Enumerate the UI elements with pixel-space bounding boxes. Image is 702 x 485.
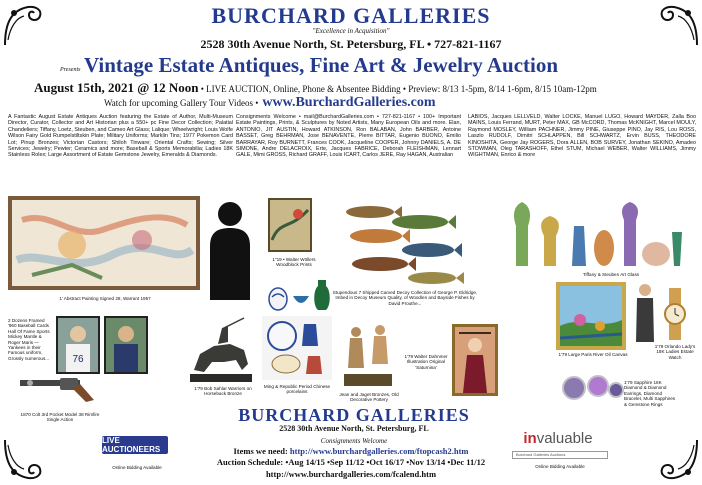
live-auctioneers-caption: Online Bidding Available <box>112 465 162 470</box>
small-bowl-photo <box>292 290 310 308</box>
chinese-porcelain-photo <box>262 316 332 380</box>
calendar-link[interactable]: http://www.burchardgalleries.com/fcalend.htm <box>265 469 437 479</box>
figure-silhouette <box>196 196 260 300</box>
bronze-pottery-photo <box>340 318 396 390</box>
illustration-painting-photo <box>452 324 498 396</box>
auction-dateline <box>34 80 674 96</box>
art-glass-caption: Tiffany & Steuben Art Glass <box>582 272 640 277</box>
corner-flourish-icon <box>654 437 700 483</box>
invaluable-caption: Online Bidding Available <box>535 464 585 469</box>
fish-decoys-photo <box>340 200 470 288</box>
invaluable-logo-prefix: in <box>523 430 537 447</box>
footer-consignments: Consignments Welcome <box>320 437 388 445</box>
illustration-caption: 1'79 Walter Dahnmer Illustration Original 'Saturnina' <box>404 354 448 370</box>
blue-vase-photo <box>268 283 288 311</box>
gallery-tagline: "Excellence in Acquisition" <box>312 27 390 35</box>
woodblock-caption: 1"19 • Walter Wöllers Woodblock Prints <box>272 257 316 268</box>
description-column-3: LABIOS, Jacques LELLVELD, Walter LOCKE, Manuel LUGO, Howard MAYDER, Zalla Boo MAINS, Louis Ferrand, MURT, Peter MAX, GB McCORD, Thomas McKNIGHT, Marcel MOULY, Raymond MOSLEY, William PACHNER, Jimmy PINE, Giuseppe PINO, Jay RIS, Lou ROSS, Laszlo RUDOLF, Dimitri SCHLAPPEN, Bill SCHWARTZ, Ervin BUSS, THEODORE KINOSHITA, George Jay ROGERS, Dora ALLEN, BOB SURVEY, Jonathan SEKINO, Amadeo STOWMAN, Oleg TARASHOFF, Ethel STUM, Michael WEBER, Walter WILLIAMS, Jimmy WIGHTMAN, Enrico & more <box>468 114 696 159</box>
presents-label: Presents <box>60 67 81 73</box>
fish-decoys-caption: Stupendous 7 Shipped Carved Decoy Collection of George P. Eldridge, Imbed in Decoy Museum Quality, of Woodlen and Bayside Fishes by David Prouthe... <box>332 290 478 306</box>
model-figure-photo <box>632 282 658 342</box>
footer-address: 2528 30th Avenue North, St. Petersburg, FL <box>279 424 429 433</box>
jewelry-caption: 1'79 Sapphire 18K Diamond & Diamond Earrings, Diamond Bracelet, Multi Sapphires & Gemstone Rings <box>624 380 676 407</box>
baseball-caption: 2 Dozens Framed '960 Baseball Cards Hall Of Fame Sports Mickey Mantle & Roger Maris — Yankees in their Famous uniform, Grossly numerous... <box>8 318 50 361</box>
bronze-pottery-caption: Jean and Jaget Bronzes, Old Decorative Pottery <box>339 392 399 403</box>
items-label: Items we need: <box>233 446 288 456</box>
description-column-2: Consignments Welcome • mail@BurchardGalleries.com • 727-821-1167 • 100+ Important Estate Paintings, Prints, & Sculptures by Noted Artists, Many European Oils and more. Elan, ANTONIO, JIT AUSTIN, Howard ATKINSON, Ron BALABAN, John BARBER, Antoine BASSET, Greg BEHRMAN, Jose BENAVENTE, Pierre BITTAR, Eugenio BUONO, Emilio BARRAYAR, Roy BURNETT, Frances COOK, Jacqueline COOPER, Johnny DANIELS, A. DE SIMONE, Andre DELACROIX, Erte, Jacques FABRICE, Deborah FLEISHMAN, Lennart GALE, Mimi GROSS, Richard GRAFF, Louis ICART, Carlos JERE, Ray HAGAN, Australian <box>236 114 461 159</box>
footer-items-line <box>150 446 552 456</box>
footer-brand: BURCHARD GALLERIES <box>238 405 470 425</box>
auction-date-detail: • LIVE AUCTION, Online, Phone & Absentee Bidding • Preview: 8/13 1-5pm, 8/14 1-6pm, 8/15 10am-12pm <box>198 84 597 94</box>
chinese-porcelain-caption: Ming & Republic Period Chinese porcelains <box>263 384 331 395</box>
description-column-1: A Fantastic August Estate Antiques Auction featuring the Estate of Author, Multi-Museum Director, Curator, Collector and Art Historian plus a 550+ pc Fine Decor Collection; Palatial Chandeliers; Tiffany, Loetz, Steuben, and Cameo Art Glass; Lalique; Wheelwright; Louis Wolfe Wilson Fairy Gold Rumpelstiltskin Plate; Military Uniforms; Marklin Tins; 1977 Pokemon Card Lot; Pinup Bronzes; Victorian Castors; Shiloh Tinware; Oriental Crafts; Sewing; Silver Services; Jewelry; Pewter; Ceramics and more; Baseball & Sports Memorabilia; Ladies 18K Stainless Rolex; Large Assortment of Estate Gemstone Jewelry, Emeralds & Diamonds. <box>8 114 233 159</box>
auction-headline: Vintage Estate Antiques, Fine Art & Jewelry Auction <box>84 53 559 77</box>
art-glass-photo <box>496 196 686 272</box>
gallery-address: 2528 30th Avenue North, St. Petersburg, FL • 727-821-1167 <box>200 37 502 51</box>
green-vase-photo <box>312 278 332 312</box>
landscape-painting-photo <box>556 282 626 350</box>
pistol-photo <box>10 374 100 404</box>
watch-line <box>104 95 436 111</box>
baseball-photos <box>56 316 100 374</box>
abstract-painting-photo <box>8 196 200 290</box>
website-link[interactable]: www.BurchardGalleries.com <box>262 95 436 110</box>
invaluable-logo-suffix: valuable <box>536 430 593 447</box>
invaluable-logo[interactable] <box>512 430 604 448</box>
jewelry-rings-photo <box>560 370 624 404</box>
bronze-caption: 1'79 Bob Sahlar Warriors on Horseback Bronze <box>194 386 252 397</box>
watch-photo <box>660 288 690 340</box>
watch-caption: 1'79 Orlando Lady's 18K Ladies Estate Watch <box>654 344 696 360</box>
watch-text: Watch for upcoming Gallery Tour Videos • <box>104 98 259 108</box>
baseball-photos-2 <box>104 316 148 374</box>
woodblock-print-photo <box>268 198 312 252</box>
live-auctioneers-logo[interactable]: LIVE AUCTIONEERS <box>102 436 168 454</box>
bronze-horseback-photo <box>184 314 258 384</box>
abstract-painting-caption: 1' Abstract Painting Signed 28, Warrant 1957 <box>59 296 151 301</box>
auction-schedule: Auction Schedule: •Aug 14/15 •Sep 11/12 •Oct 16/17 •Nov 13/14 •Dec 11/12 <box>216 457 486 467</box>
invaluable-search-bar[interactable]: Burchard Galleries Auctions <box>512 451 608 459</box>
auction-date: August 15th, 2021 @ 12 Noon <box>34 80 199 95</box>
items-link[interactable]: http://www.burchardgalleries.com/ftopcash2.htm <box>289 446 469 456</box>
gallery-brand: BURCHARD GALLERIES <box>211 3 491 28</box>
corner-flourish-icon <box>2 437 48 483</box>
pistol-caption: 1870 Colt 3rd Pocket Model 38 Rimfire Single Action <box>20 412 100 423</box>
landscape-caption: 1'79 Large Paris River Oil Canvas <box>558 352 628 357</box>
svg-text:76: 76 <box>72 354 84 365</box>
